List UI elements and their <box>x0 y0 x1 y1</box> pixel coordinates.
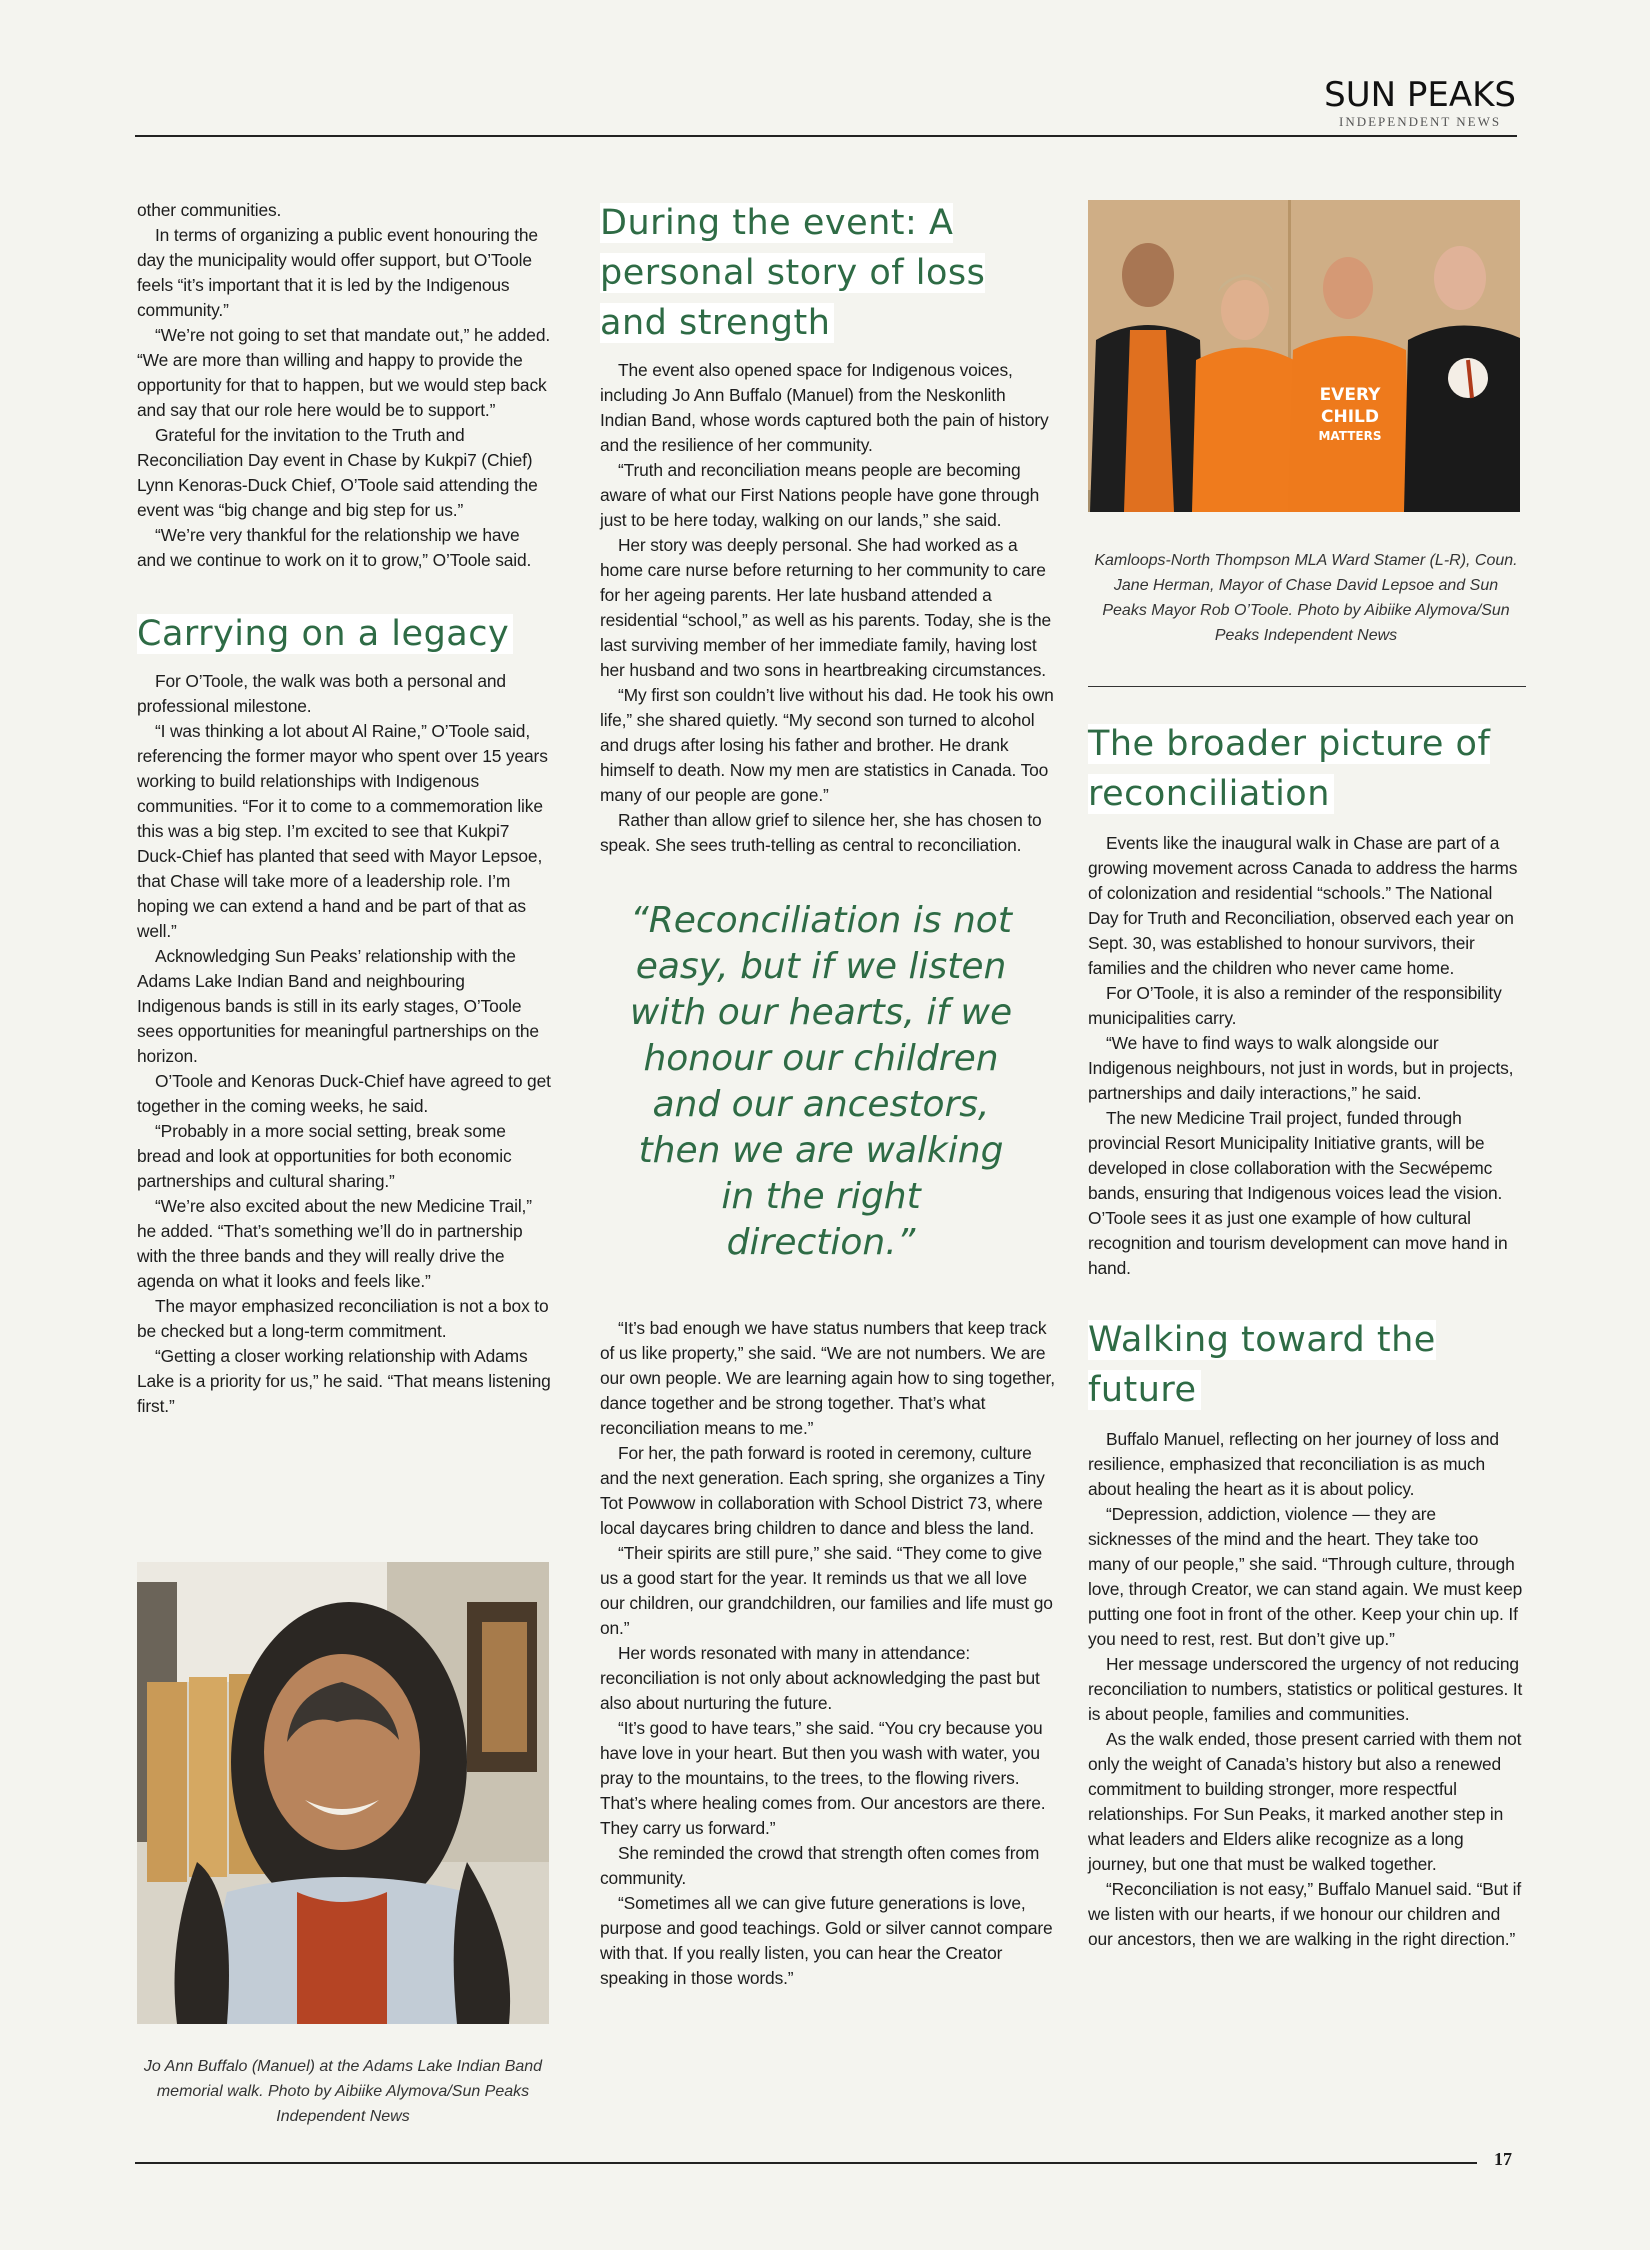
paragraph: Her story was deeply personal. She had worked as a home care nurse before returning to her community to care for her ageing parents. Her late husband attended a residential “school,” as well as his parents. Today, she is the last surviving member of her immediate family, having lost her husband and two sons in heartbreaking circumstances. <box>600 535 1051 680</box>
group-photo-image <box>1088 200 1520 512</box>
column-3 <box>1088 200 1524 1952</box>
paragraph: “Reconciliation is not easy,” Buffalo Manuel said. “But if we listen with our hearts, if we honour our children and our ancestors, then we are walking in the right direction.” <box>1088 1879 1522 1949</box>
section-heading-broader-picture: The broader picture of reconciliation <box>1088 724 1491 814</box>
paragraph: For her, the path forward is rooted in ceremony, culture and the next generation. Each spring, she organizes a Tiny Tot Powwow in collaboration with School District 73, where local daycares bring children to dance and bless the land. <box>600 1443 1045 1538</box>
paragraph: “We have to find ways to walk alongside our Indigenous neighbours, not just in words, but in projects, partnerships and daily interactions,” he said. <box>1088 1033 1514 1103</box>
paragraph: Events like the inaugural walk in Chase are part of a growing movement across Canada to address the harms of colonization and residential “schools.” The National Day for Truth and Reconciliation, observed each year on Sept. 30, was established to honour survivors, their families and the children who never came home. <box>1088 833 1518 978</box>
paragraph: The event also opened space for Indigenous voices, including Jo Ann Buffalo (Manuel) from the Neskonlith Indian Band, whose words captured both the pain of history and the resilience of her community. <box>600 360 1049 455</box>
paragraph: “We’re also excited about the new Medicine Trail,” he added. “That’s something we’ll do in partnership with the three bands and they will really drive the agenda on what it looks and feels like.” <box>137 1196 532 1291</box>
paragraph: “Truth and reconciliation means people are becoming aware of what our First Nations people have gone through just to be here today, walking on our lands,” she said. <box>600 460 1040 530</box>
paragraph: As the walk ended, those present carried with them not only the weight of Canada’s history but also a renewed commitment to building stronger, more respectful relationships. For Sun Peaks, it marked another step in what leaders and Elders alike recognize as a long journey, but one that must be walked together. <box>1088 1729 1522 1874</box>
column-2 <box>600 198 1056 1991</box>
portrait-photo-image <box>137 1562 549 2024</box>
paragraph: She reminded the crowd that strength often comes from community. <box>600 1843 1040 1888</box>
paragraph: “My first son couldn’t live without his dad. He took his own life,” she shared quietly. “My second son turned to alcohol and drugs after losing his father and brother. He drank himself to death. Now my men are statistics in Canada. Too many of our people are gone.” <box>600 685 1054 805</box>
shirt-text-matters: MATTERS <box>1318 429 1382 443</box>
masthead-logo <box>1324 75 1516 130</box>
paragraph: Her words resonated with many in attendance: reconciliation is not only about acknowledging the past but also about nurturing the future. <box>600 1643 1040 1713</box>
section-heading-during-the-event: During the event: A personal story of loss and strength <box>600 203 986 343</box>
paragraph: Rather than allow grief to silence her, she has chosen to speak. She sees truth-telling as central to reconciliation. <box>600 810 1042 855</box>
paragraph: Buffalo Manuel, reflecting on her journey of loss and resilience, emphasized that reconciliation is as much about healing the heart as it is about policy. <box>1088 1429 1499 1499</box>
paragraph: “Sometimes all we can give future generations is love, purpose and good teachings. Gold or silver cannot compare with that. If you really listen, you can hear the Creator speaking in those words.” <box>600 1893 1053 1988</box>
paragraph: “Depression, addiction, violence — they are sicknesses of the mind and the heart. They take too many of our people,” she said. “Through culture, through love, through Creator, we can stand again. We must keep putting one foot in front of the other. Keep your chin up. If you need to rest, rest. But don’t give up.” <box>1088 1504 1523 1649</box>
paragraph: other communities. <box>137 200 282 220</box>
paragraph: Acknowledging Sun Peaks’ relationship with the Adams Lake Indian Band and neighbouring Indigenous bands is still in its early stages, O’Toole sees opportunities for meaningful partnerships on the horizon. <box>137 946 539 1066</box>
paragraph: “It’s bad enough we have status numbers that keep track of us like property,” she said. “We are not numbers. We are our own people. We are learning again how to sing together, dance together and be strong together. That’s what reconciliation means to me.” <box>600 1318 1055 1438</box>
footer-divider <box>135 2162 1477 2164</box>
paragraph: “We’re not going to set that mandate out,” he added. “We are more than willing and happy to provide the opportunity for that to happen, but we would step back and say that our role here would be to support.” <box>137 325 551 420</box>
page-number: 17 <box>1494 2149 1512 2169</box>
paragraph: Her message underscored the urgency of not reducing reconciliation to numbers, statistics or political gestures. It is about people, families and communities. <box>1088 1654 1523 1724</box>
group-photo-caption: Kamloops-North Thompson MLA Ward Stamer (L-R), Coun. Jane Herman, Mayor of Chase David Lepsoe and Sun Peaks Mayor Rob O’Toole. Photo by Aibiike Alymova/Sun Peaks Independent News <box>1094 552 1518 644</box>
group-photo <box>1088 200 1520 512</box>
paragraph: For O’Toole, it is also a reminder of the responsibility municipalities carry. <box>1088 983 1502 1028</box>
paragraph: “It’s good to have tears,” she said. “You cry because you have love in your heart. But then you wash with water, you pray to the mountains, to the trees, to the flowing rivers. That’s where healing comes from. Our ancestors are there. They carry us forward.” <box>600 1718 1046 1838</box>
paragraph: “Their spirits are still pure,” she said. “They come to give us a good start for the year. It reminds us that we all love our children, our grandchildren, our families and life must go on.” <box>600 1543 1053 1638</box>
paragraph: Grateful for the invitation to the Truth and Reconciliation Day event in Chase by Kukpi7 (Chief) Lynn Kenoras-Duck Chief, O’Toole said attending the event was “big change and big step for us.” <box>137 425 538 520</box>
paragraph: The mayor emphasized reconciliation is not a box to be checked but a long-term commitment. <box>137 1296 549 1341</box>
paragraph: “I was thinking a lot about Al Raine,” O’Toole said, referencing the former mayor who spent over 15 years working to build relationships with Indigenous communities. “For it to come to a commemoration like this was a big step. I’m excited to see that Kukpi7 Duck-Chief has planted that seed with Mayor Lepsoe, that Chase will take more of a leadership role. I’m hoping we can extend a hand and be part of that as well.” <box>137 721 548 941</box>
brand-name: SUN PEAKS <box>1324 75 1516 115</box>
paragraph: “Getting a closer working relationship with Adams Lake is a priority for us,” he said. “That means listening first.” <box>137 1346 551 1416</box>
brand-subtitle: INDEPENDENT NEWS <box>1339 114 1502 129</box>
paragraph: For O’Toole, the walk was both a personal and professional milestone. <box>137 671 506 716</box>
pull-quote: “Reconciliation is not easy, but if we listen with our hearts, if we honour our children and our ancestors, then we are walking in the right direction.” <box>629 900 1013 1263</box>
paragraph: “We’re very thankful for the relationship we have and we continue to work on it to grow,” O’Toole said. <box>137 525 532 570</box>
paragraph: O’Toole and Kenoras Duck-Chief have agreed to get together in the coming weeks, he said. <box>137 1071 551 1116</box>
column-1 <box>137 198 551 1419</box>
shirt-text-every: EVERY <box>1319 385 1381 405</box>
header-divider <box>135 135 1517 137</box>
section-heading-walking-toward-the-future: Walking toward the future <box>1088 1320 1436 1410</box>
portrait-caption: Jo Ann Buffalo (Manuel) at the Adams Lake Indian Band memorial walk. Photo by Aibiike Alymova/Sun Peaks Independent News <box>143 2058 543 2125</box>
shirt-text-child: CHILD <box>1321 407 1379 427</box>
section-heading-carrying-on-a-legacy: Carrying on a legacy <box>137 609 551 659</box>
paragraph: The new Medicine Trail project, funded through provincial Resort Municipality Initiative grants, will be developed in close collaboration with the Secwépemc bands, ensuring that Indigenous voices lead the vision. O’Toole sees it as just one example of how cultural recognition and tourism development can move hand in hand. <box>1088 1108 1508 1278</box>
column-divider <box>1088 686 1526 687</box>
portrait-photo <box>137 1562 549 2024</box>
paragraph: In terms of organizing a public event honouring the day the municipality would offer support, but O’Toole feels “it’s important that it is led by the Indigenous community.” <box>137 225 538 320</box>
paragraph: “Probably in a more social setting, break some bread and look at opportunities for both economic partnerships and cultural sharing.” <box>137 1121 512 1191</box>
